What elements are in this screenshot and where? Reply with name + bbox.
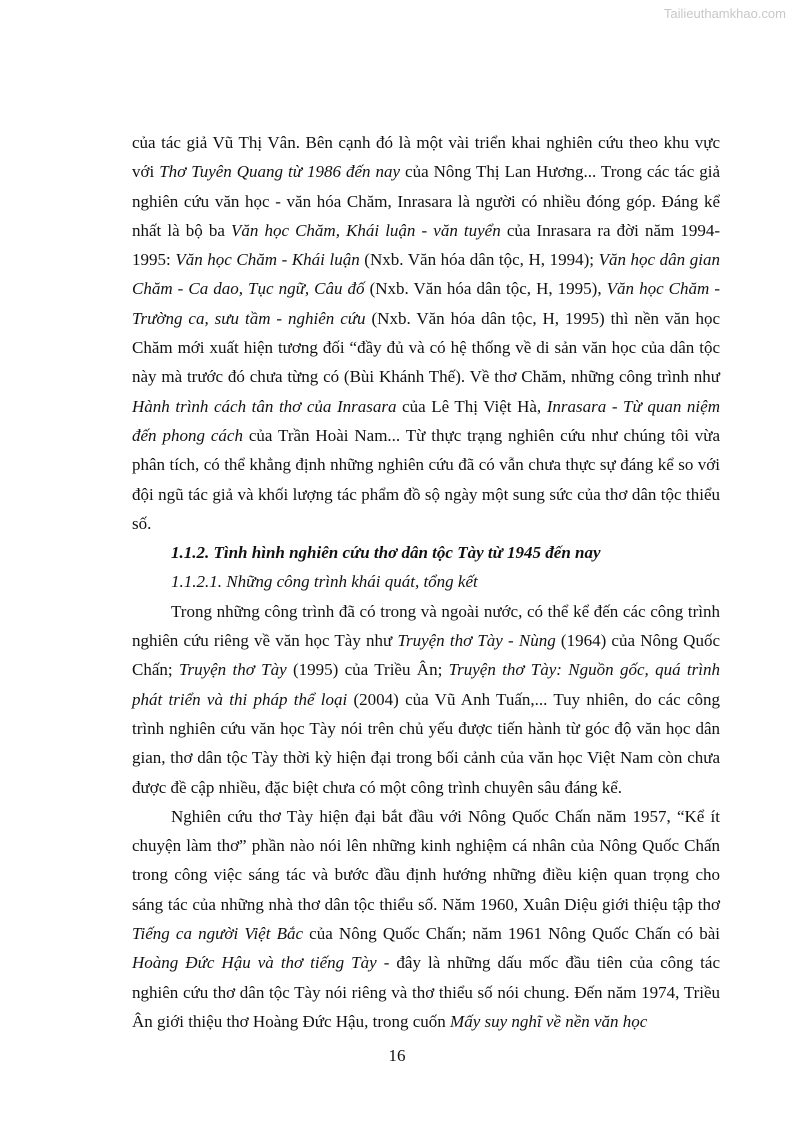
book-title: Inrasara - Từ quan niệm đến phong cách [132,396,720,445]
text-run: của Lê Thị Việt Hà, [396,396,547,416]
book-title: Thơ Tuyên Quang từ 1986 đến nay [159,162,401,182]
book-title: Văn học Chăm - Khái luận [175,250,360,270]
page-number: 16 [388,1046,406,1065]
book-title: Truyện thơ Tày [178,660,287,680]
book-title: Truyện thơ Tày - Nùng [397,631,556,651]
section-heading: 1.1.2. Tình hình nghiên cứu thơ dân tộc Tày từ 1945 đến nay [171,543,601,563]
book-title: Văn học Chăm - Trường ca, sưu tầm - nghiên cứu [132,279,720,328]
text-run: của Trần Hoài Nam... Từ thực trạng nghiên cứu như chúng tôi vừa phân tích, có thể khẳng định những nghiên cứu đã có vẫn chưa thực sự đáng kể so với đội ngũ tác giả và khối lượng tác phẩm đồ sộ ngày một sung sức của thơ dân tộc thiểu số. [132,425,720,533]
text-run: (2004) của Vũ Anh Tuấn,... Tuy nhiên, do các công trình nghiên cứu văn học Tày nói trên chủ yếu được tiến hành từ góc độ văn học dân gian, thơ dân tộc Tày thời kỳ hiện đại trong bối cảnh của văn học Việt Nam còn chưa được đề cập nhiều, đặc biệt chưa có một công trình chuyên sâu đáng kể. [132,689,720,797]
text-run: (Nxb. Văn hóa dân tộc, H, 1994); [359,250,599,270]
book-title: Tiếng ca người Việt Bắc [132,924,304,944]
book-title: Hoàng Đức Hậu và thơ tiếng Tày [132,953,377,973]
text-run: - đây là những dấu mốc đầu tiên của công tác nghiên cứu thơ dân tộc Tày nói riêng và thơ thiểu số nói chung. Đến năm 1974, Triều Ân giới thiệu thơ Hoàng Đức Hậu, trong cuốn [132,953,720,1031]
document-body [132,128,720,1036]
book-title: Văn học dân gian Chăm - Ca dao, Tục ngữ, Câu đố [132,250,720,299]
text-run: Trong những công trình đã có trong và ngoài nước, có thể kể đến các công trình nghiên cứu riêng về văn học Tày như [132,601,720,651]
paragraph-tay-literature [132,597,720,802]
text-run: (Nxb. Văn hóa dân tộc, H, 1995) thì nền văn học Chăm mới xuất hiện tương đối “đầy đủ và có hệ thống về di sản văn học của dân tộc này mà trước đó chưa từng có (Bùi Khánh Thế). Về thơ Chăm, những công trình như [132,308,720,387]
paragraph-modern-tay-poetry [132,802,720,1036]
book-title: Mấy suy nghĩ về nền văn học [450,1011,648,1031]
text-run: (Nxb. Văn hóa dân tộc, H, 1995), [364,279,607,299]
subsection-heading: 1.1.2.1. Những công trình khái quát, tổng kết [171,572,478,592]
text-run: Nghiên cứu thơ Tày hiện đại bắt đầu với Nông Quốc Chấn năm 1957, “Kể ít chuyện làm thơ” phần nào nói lên những kinh nghiệm cá nhân của Nông Quốc Chấn trong công việc sáng tác và bước đầu định hướng những điều kiện quan trọng cho sáng tác của những nhà thơ dân tộc thiểu số. Năm 1960, Xuân Diệu giới thiệu tập thơ [132,806,720,914]
text-run: (1995) của Triều Ân; [286,660,449,680]
book-title: Hành trình cách tân thơ của Inrasara [132,396,397,416]
text-run: của Nông Quốc Chấn; năm 1961 Nông Quốc Chấn có bài [303,924,720,944]
book-title: Văn học Chăm, Khái luận - văn tuyển [230,220,501,240]
paragraph-chams-research [132,128,720,538]
text-run: của Nông Thị Lan Hương... Trong các tác giả nghiên cứu văn học - văn hóa Chăm, Inrasara là người có nhiều đóng góp. Đáng kể nhất là bộ ba [132,162,721,240]
watermark: Tailieuthamkhao.com [663,6,786,21]
text-run: của Inrasara ra đời năm 1994-1995: [132,220,720,270]
book-title: Truyện thơ Tày: Nguồn gốc, quá trình phát triển và thi pháp thể loại [132,660,720,709]
text-run: (1964) của Nông Quốc Chấn; [132,631,721,680]
text-run: của tác giả Vũ Thị Vân. Bên cạnh đó là một vài triển khai nghiên cứu theo khu vực với [132,133,720,182]
